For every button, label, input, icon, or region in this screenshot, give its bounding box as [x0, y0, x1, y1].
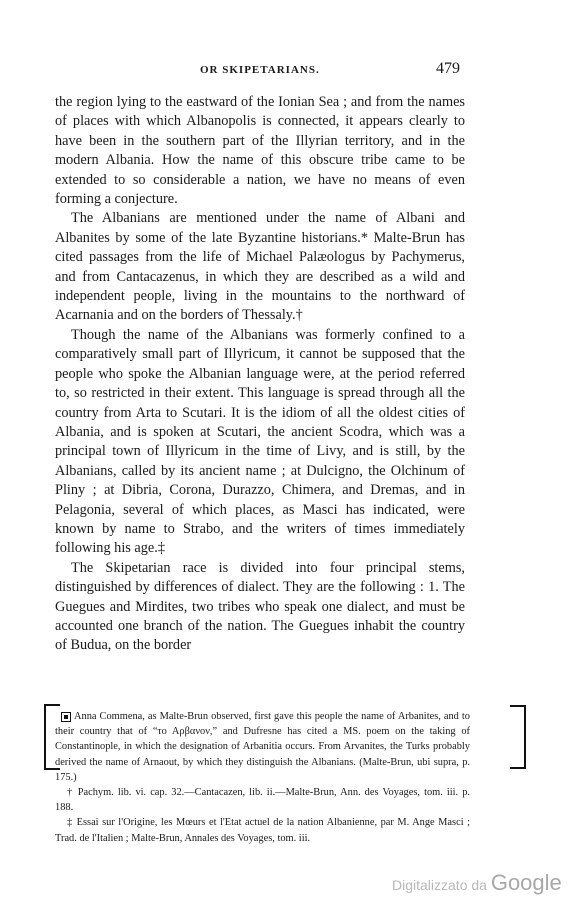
page-header	[0, 60, 575, 86]
paragraph-1: the region lying to the eastward of the Ionian Sea ; and from the names of places with which Albanopolis is connected, it appears clearly to have been in the southern part of the Illyrian territory, and in the modern Albania. How the name of this obscure tribe came to be extended to so considerable a nation, we have no means of even forming a conjecture.	[55, 94, 465, 208]
footnote-marker-icon	[61, 712, 71, 722]
footnote-3: ‡ Essai sur l'Origine, les Mœurs et l'Etat actuel de la nation Albanienne, par M. Ange Masci ; Trad. de l'Italien ; Malte-Brun, Annales des Voyages, tom. iii.	[55, 817, 470, 844]
footnote-2: † Pachym. lib. vi. cap. 32.—Cantacazen, lib. ii.—Malte-Brun, Ann. des Voyages, tom. iii. p. 188.	[55, 787, 470, 814]
paragraph-3: Though the name of the Albanians was formerly confined to a comparatively small part of Illyricum, it cannot be supposed that the people who spoke the Albanian language were, at the period referred to, so restricted in their extent. This language is spread through all the country from Arta to Scutari. It is the idiom of all the oldest cities of Albania, and is spoken at Scutari, the ancient Scodra, which was a principal town of Illyricum in the time of Livy, and is still, by the Albanians, called by its ancient name ; at Dulcigno, the Olchinum of Pliny ; at Dibria, Corona, Durazzo, Chimera, and Dremas, and in Pelagonia, several of which places, as Masci has indicated, were known by name to Strabo, and the writers of times immediately following his age.‡	[55, 326, 465, 557]
footnote-1-text: Anna Commena, as Malte-Brun observed, first gave this people the name of Arbanites, and to their country that of “το Αρβανον,” and Dufresne has cited a MS. poem on the taking of Constantinople, in which the designation of Arbanitia occurs. From Arvanites, the Turks probably derived the name of Arnaout, by which they distinguish the Albanians. (Malte-Brun, ubi supra, p. 175.)	[55, 711, 470, 783]
paragraph-2: The Albanians are mentioned under the name of Albani and Albanites by some of the late Byzantine historians.* Malte-Brun has cited passages from the life of Michael Palæologus by Pachymerus, and from Cantacazenus, in which they are described as a wild and independent people, living in the mountains to the northward of Acarnania and on the borders of Thessaly.†	[55, 210, 465, 324]
watermark-prefix: Digitalizzato da	[392, 877, 487, 893]
running-head: OR SKIPETARIANS.	[200, 64, 320, 76]
footnotes	[55, 709, 470, 846]
page-number: 479	[436, 60, 460, 77]
digitization-watermark	[392, 870, 562, 896]
google-logo: Google	[490, 870, 562, 895]
paragraph-4: The Skipetarian race is divided into four principal stems, distinguished by differences of dialect. They are the following : 1. The Guegues and Mirdites, two tribes who speak one dialect, and must be accounted one branch of the nation. The Guegues inhabit the country of Budua, on the border	[55, 559, 465, 654]
annotation-bracket-right	[510, 705, 526, 769]
body-text	[55, 93, 465, 656]
footnote-1	[55, 709, 470, 785]
